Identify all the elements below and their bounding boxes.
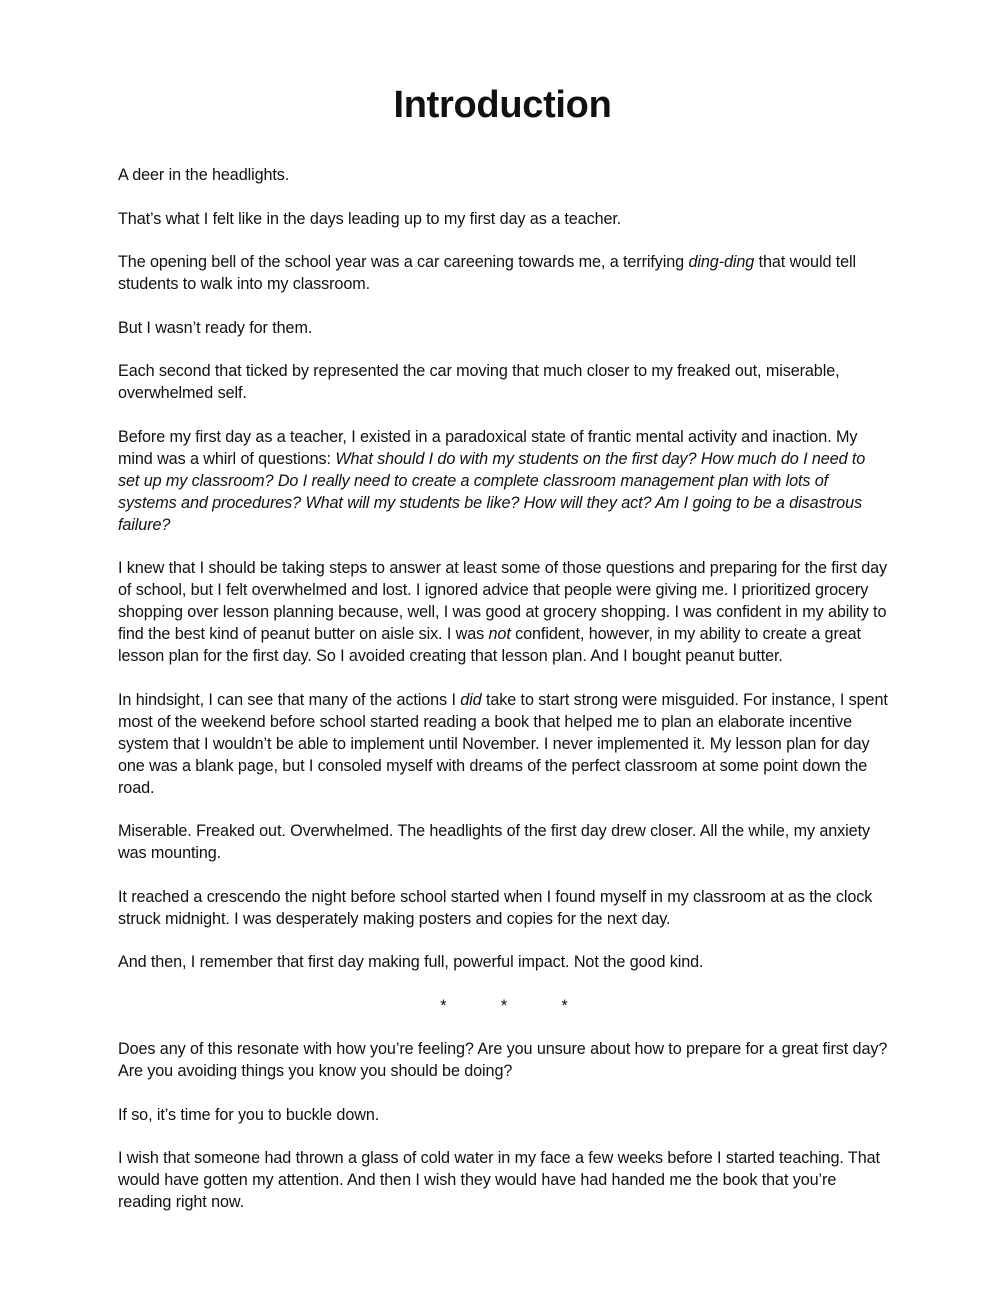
page-title: Introduction (393, 84, 612, 126)
text-run: A deer in the headlights. (118, 166, 290, 184)
section-break-stars: * * * (440, 996, 568, 1015)
text-run: confident, however, in my ability to create a great lesson plan for the first day. So I avoided creating that lesson plan. And I bought peanut butter. (118, 625, 861, 665)
text-run: that would tell students to walk into my classroom. (118, 253, 857, 293)
paragraph (118, 1038, 890, 1082)
paragraph (118, 251, 890, 295)
paragraph (118, 557, 890, 667)
text-run: The opening bell of the school year was a car careening towards me, a terrifying (118, 253, 689, 271)
paragraph (118, 426, 890, 536)
text-run: And then, I remember that first day making full, powerful impact. Not the good kind. (118, 953, 704, 971)
text-run: I knew that I should be taking steps to answer at least some of those questions and preparing for the first day of school, but I felt overwhelmed and lost. I ignored advice that people were giving me. I prioritized grocery shopping over lesson planning because, well, I was good at grocery shopping. I was confident in my ability to find the best kind of peanut butter on aisle six. I was (118, 559, 888, 643)
text-run: I wish that someone had thrown a glass of cold water in my face a few weeks before I started teaching. That would have gotten my attention. And then I wish they would have had handed me the book that you’re reading right now. (118, 1149, 880, 1211)
paragraph (118, 360, 890, 404)
paragraph (118, 208, 890, 230)
italic-run: did (460, 690, 482, 709)
text-run: Each second that ticked by represented the car moving that much closer to my freaked out, miserable, overwhelmed self. (118, 362, 840, 402)
paragraph (118, 820, 890, 864)
text-run: But I wasn’t ready for them. (118, 318, 313, 337)
paragraph (118, 317, 890, 339)
text-run: Miserable. Freaked out. Overwhelmed. The headlights of the first day drew closer. All the while, my anxiety was mounting. (118, 822, 870, 862)
italic-run: not (488, 625, 511, 643)
text-run: Before my first day as a teacher, I existed in a paradoxical state of frantic mental activity and inaction. My mind was a whirl of questions: (118, 427, 858, 468)
text-run: That’s what I felt like in the days leading up to my first day as a teacher. (118, 209, 622, 228)
paragraph (118, 1104, 890, 1126)
italic-run: What should I do with my students on the first day? How much do I need to set up my classroom? Do I really need to create a complete classroom management plan with lots of systems and procedures? What will my students be like? How will they act? Am I going to be a disastrous failure? (118, 449, 866, 534)
text-run: take to start strong were misguided. For instance, I spent most of the weekend before school started reading a book that helped me to plan an elaborate incentive system that I wouldn’t be able to implement until November. I never implemented it. My lesson plan for day one was a blank page, but I consoled myself with dreams of the perfect classroom at some point down the road. (118, 690, 888, 797)
italic-run: ding-ding (688, 253, 755, 271)
section-break (118, 995, 890, 1017)
paragraph (118, 164, 890, 186)
text-run: If so, it’s time for you to buckle down. (118, 1105, 380, 1124)
text-run: Does any of this resonate with how you’re feeling? Are you unsure about how to prepare for a great first day? Are you avoiding things you know you should be doing? (118, 1040, 888, 1080)
document-body (118, 164, 890, 1235)
text-run: In hindsight, I can see that many of the actions I (118, 690, 461, 709)
paragraph (118, 1147, 890, 1213)
paragraph (118, 886, 890, 930)
paragraph (118, 689, 890, 799)
paragraph (118, 951, 890, 973)
text-run: It reached a crescendo the night before school started when I found myself in my classroom at as the clock struck midnight. I was desperately making posters and copies for the next day. (118, 887, 873, 928)
